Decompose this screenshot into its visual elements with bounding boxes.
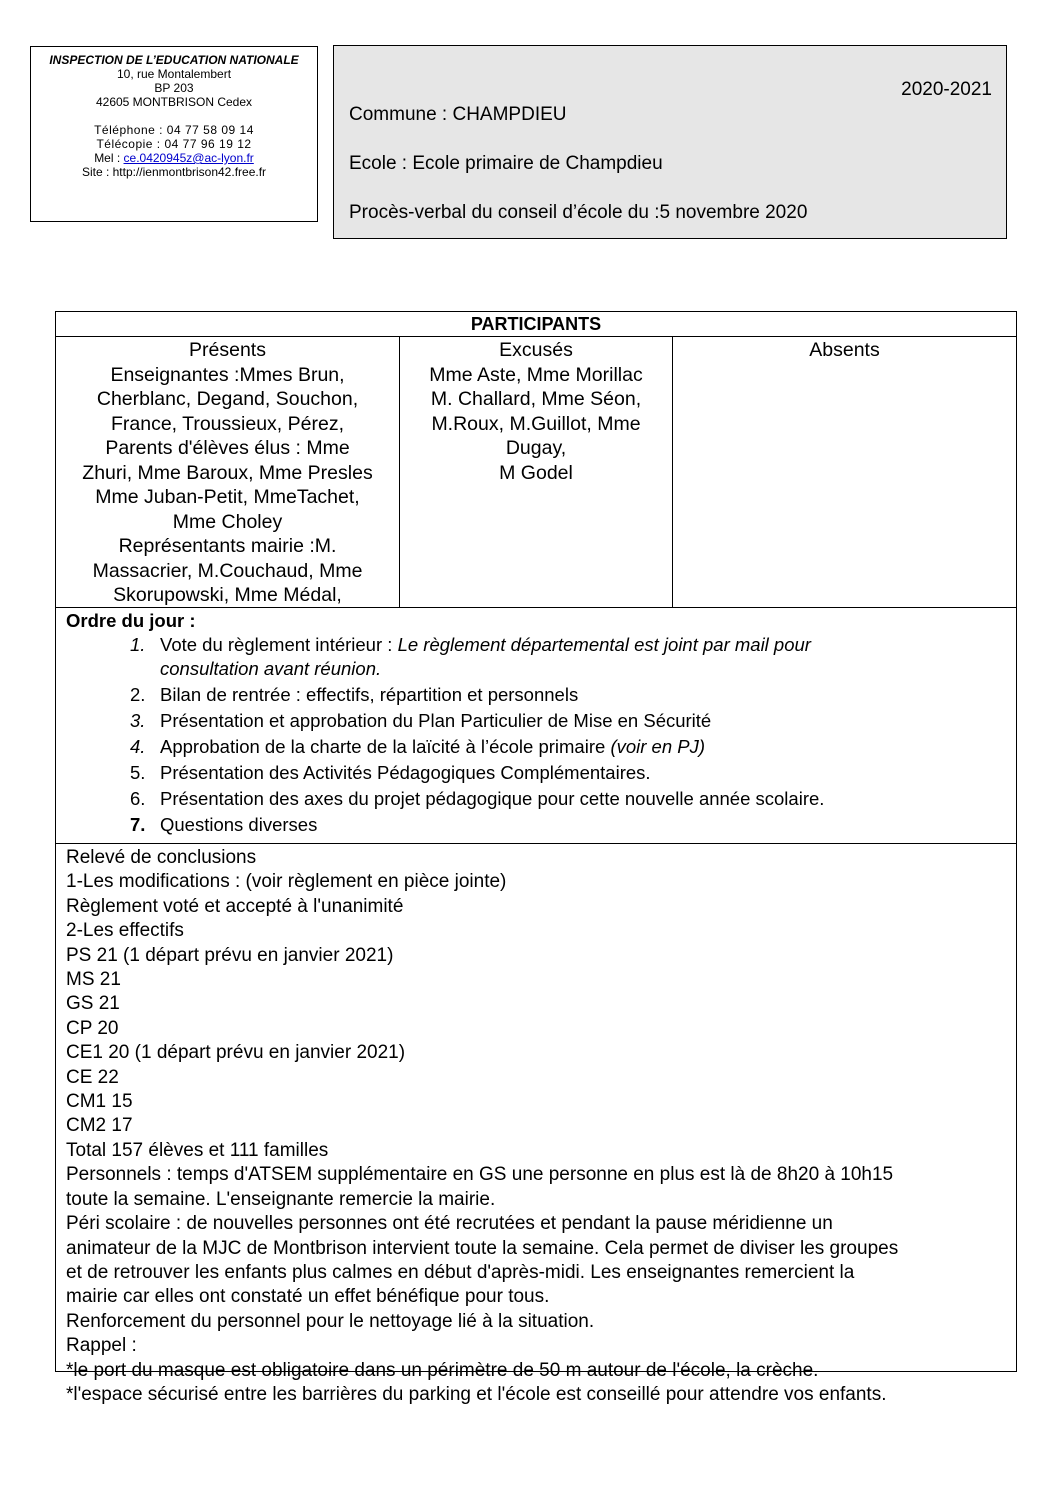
agenda-text: Présentation des Activités Pédagogiques Complémentaires.	[160, 762, 651, 783]
mel-label: Mel :	[94, 151, 124, 165]
presents-line: Mme Choley	[172, 510, 283, 533]
participants-title: PARTICIPANTS	[56, 312, 1016, 337]
conclusion-line: mairie car elles ont constaté un effet bénéfique pour tous.	[66, 1286, 550, 1308]
conclusion-line: CE1 20 (1 départ prévu en janvier 2021)	[66, 1042, 406, 1064]
excuses-heading: Excusés	[499, 339, 573, 361]
agenda-item	[66, 813, 1016, 837]
excuses-column	[400, 337, 673, 607]
commune: Commune : CHAMPDIEU	[349, 104, 567, 125]
conclusion-line: Total 157 élèves et 111 familles	[66, 1139, 329, 1161]
presents-line: Zhuri, Mme Baroux, Mme Presles	[82, 461, 373, 484]
conclusion-line: GS 21	[66, 993, 120, 1015]
agenda-number: 4.	[130, 736, 146, 757]
agenda-number: 6.	[130, 788, 146, 809]
agenda-note: consultation avant réunion.	[160, 658, 382, 679]
agenda-item	[66, 761, 1016, 785]
agenda-number: 5.	[130, 762, 146, 783]
agenda-number: 3.	[130, 710, 146, 731]
agenda-text: Vote du règlement intérieur :	[160, 634, 398, 655]
conclusion-line: CE 22	[66, 1066, 119, 1088]
agenda-text: Présentation des axes du projet pédagogique pour cette nouvelle année scolaire.	[160, 788, 825, 809]
conclusion-line: animateur de la MJC de Montbrison intervient toute la semaine. Cela permet de diviser les groupes	[66, 1237, 899, 1259]
agenda-text: Présentation et approbation du Plan Particulier de Mise en Sécurité	[160, 710, 712, 731]
excuses-line: Dugay,	[505, 437, 567, 459]
presents-line: Massacrier, M.Couchaud, Mme	[92, 559, 363, 582]
minutes-table	[55, 311, 1017, 1405]
presents-line: Enseignantes :Mmes Brun,	[110, 363, 345, 386]
telephone: Téléphone : 04 77 58 09 14	[94, 123, 254, 137]
address-line: 42605 MONTBRISON Cedex	[95, 95, 253, 109]
agenda-item	[66, 633, 1016, 681]
agenda-item	[66, 735, 1016, 759]
conclusion-line: CP 20	[66, 1017, 119, 1039]
conclusion-line: Personnels : temps d'ATSEM supplémentaire en GS une personne en plus est là de 8h20 à 10h15	[66, 1164, 894, 1186]
agenda-text: Approbation de la charte de la laïcité à l’école primaire	[160, 736, 611, 757]
conclusion-line: CM1 15	[66, 1091, 133, 1113]
conclusion-line: Relevé de conclusions	[66, 847, 257, 868]
excuses-line: Mme Aste, Mme Morillac	[429, 363, 643, 386]
excuses-line: M. Challard, Mme Séon,	[430, 388, 642, 410]
agenda-item	[66, 787, 1016, 811]
mel-link[interactable]: ce.0420945z@ac-lyon.fr	[123, 151, 254, 165]
proces-verbal: Procès-verbal du conseil d’école du :5 novembre 2020	[349, 202, 808, 223]
agenda-number: 2.	[130, 684, 146, 705]
presents-line: Représentants mairie :M.	[118, 535, 337, 557]
agenda-item	[66, 683, 1016, 707]
address-line: 10, rue Montalembert	[116, 67, 232, 81]
site-line: Site : http://ienmontbrison42.free.fr	[81, 165, 267, 179]
agenda-title: Ordre du jour :	[66, 610, 196, 631]
conclusion-line: Rappel :	[66, 1335, 137, 1357]
conclusion-line: toute la semaine. L'enseignante remercie la mairie.	[66, 1188, 496, 1210]
excuses-line: M.Roux, M.Guillot, Mme	[431, 412, 641, 435]
participants-columns	[56, 337, 1016, 608]
agenda-text: Questions diverses	[160, 814, 318, 835]
presents-heading: Présents	[189, 339, 266, 361]
conclusion-line: PS 21 (1 départ prévu en janvier 2021)	[66, 944, 394, 966]
header-box	[333, 45, 1007, 239]
telecopie: Télécopie : 04 77 96 19 12	[96, 137, 252, 151]
agenda-note: (voir en PJ)	[610, 736, 706, 757]
conclusion-line: CM2 17	[66, 1115, 133, 1137]
conclusions-section	[56, 844, 1016, 1407]
agenda-note: Le règlement départemental est joint par mail pour	[397, 634, 811, 655]
agenda-section	[56, 608, 1016, 844]
conclusion-line: Règlement voté et accepté à l'unanimité	[66, 895, 404, 917]
presents-line: Cherblanc, Degand, Souchon,	[96, 388, 359, 410]
agenda-list	[66, 633, 1016, 837]
absents-column	[673, 337, 1016, 607]
mel-line	[31, 151, 317, 165]
presents-line: Mme Juban-Petit, MmeTachet,	[95, 486, 360, 508]
conclusion-line: Renforcement du personnel pour le nettoyage lié à la situation.	[66, 1310, 595, 1332]
conclusion-line: *le port du masque est obligatoire dans un périmètre de 50 m autour de l'école, la crèche.	[66, 1359, 819, 1381]
presents-line: Parents d'élèves élus : Mme	[105, 437, 350, 459]
agenda-number: 7.	[130, 814, 146, 835]
agenda-item	[66, 709, 1016, 733]
absents-heading: Absents	[809, 339, 880, 361]
conclusion-line: Péri scolaire : de nouvelles personnes ont été recrutées et pendant la pause méridienne un	[66, 1213, 833, 1235]
conclusion-line: et de retrouver les enfants plus calmes en début d'après-midi. Les enseignantes remercient la	[66, 1261, 855, 1283]
conclusion-line: *l'espace sécurisé entre les barrières du parking et l'école est conseillé pour attendre vos enfants.	[66, 1383, 887, 1405]
address-line: BP 203	[154, 81, 194, 95]
inspection-box	[30, 46, 318, 222]
presents-line: Skorupowski, Mme Médal,	[113, 584, 342, 606]
school-year: 2020-2021	[901, 79, 992, 100]
presents-line: France, Troussieux, Pérez,	[110, 412, 344, 435]
agenda-text: Bilan de rentrée : effectifs, répartition et personnels	[160, 684, 579, 705]
conclusion-line: 2-Les effectifs	[66, 920, 184, 942]
excuses-line: M Godel	[499, 461, 573, 484]
presents-column	[56, 337, 400, 607]
ecole: Ecole : Ecole primaire de Champdieu	[349, 153, 663, 174]
agenda-number: 1.	[130, 634, 146, 655]
conclusion-line: MS 21	[66, 969, 121, 991]
inspection-org: INSPECTION DE L’EDUCATION NATIONALE	[49, 53, 299, 67]
conclusion-line: 1-Les modifications : (voir règlement en pièce jointe)	[66, 871, 507, 893]
